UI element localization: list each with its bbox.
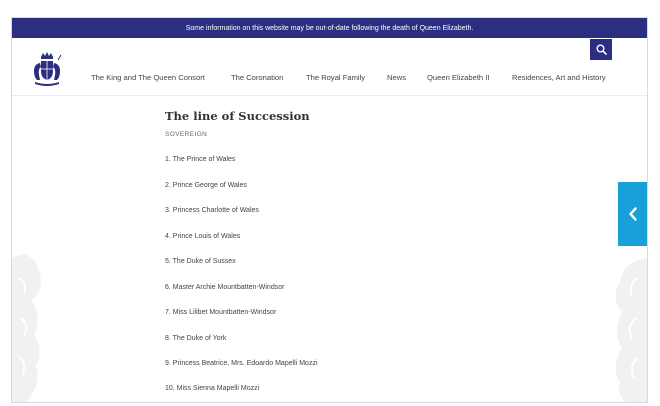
notice-banner-text: Some information on this website may be out-of-date following the death of Queen Elizabeth. bbox=[185, 24, 474, 32]
succession-list-item: 5. The Duke of Sussex bbox=[165, 258, 236, 265]
nav-item-royal-family[interactable]: The Royal Family bbox=[306, 73, 366, 82]
succession-list-item: 7. Miss Lilibet Mountbatten-Windsor bbox=[165, 309, 277, 316]
page-frame bbox=[11, 17, 648, 403]
side-panel-toggle[interactable] bbox=[618, 182, 647, 246]
page-title: The line of Succession bbox=[165, 109, 310, 123]
search-icon bbox=[596, 44, 607, 55]
sovereign-label: SOVEREIGN bbox=[165, 131, 208, 138]
main-nav bbox=[12, 73, 647, 89]
header-divider bbox=[12, 95, 647, 96]
nav-item-coronation[interactable]: The Coronation bbox=[231, 73, 284, 82]
nav-item-queen-elizabeth-ii[interactable]: Queen Elizabeth II bbox=[427, 73, 490, 82]
succession-list-item: 6. Master Archie Mountbatten-Windsor bbox=[165, 284, 285, 291]
search-button[interactable] bbox=[590, 39, 612, 60]
lion-crest-watermark-right bbox=[602, 248, 647, 402]
notice-banner bbox=[12, 18, 647, 38]
nav-item-king-and-queen-consort[interactable]: The King and The Queen Consort bbox=[91, 73, 205, 82]
succession-list-item: 8. The Duke of York bbox=[165, 335, 227, 342]
chevron-left-icon bbox=[628, 207, 638, 221]
succession-list-item: 1. The Prince of Wales bbox=[165, 156, 236, 163]
lion-crest-watermark-left bbox=[12, 238, 48, 402]
nav-item-residences-art-history[interactable]: Residences, Art and History bbox=[512, 73, 606, 82]
succession-list-item: 9. Princess Beatrice, Mrs. Edoardo Mapelli Mozzi bbox=[165, 360, 318, 367]
succession-list-item: 4. Prince Louis of Wales bbox=[165, 233, 241, 240]
succession-list-item: 3. Princess Charlotte of Wales bbox=[165, 207, 259, 214]
nav-item-news[interactable]: News bbox=[387, 73, 406, 82]
succession-list-item: 10. Miss Sienna Mapelli Mozzi bbox=[165, 385, 260, 392]
succession-list-item: 2. Prince George of Wales bbox=[165, 182, 247, 189]
